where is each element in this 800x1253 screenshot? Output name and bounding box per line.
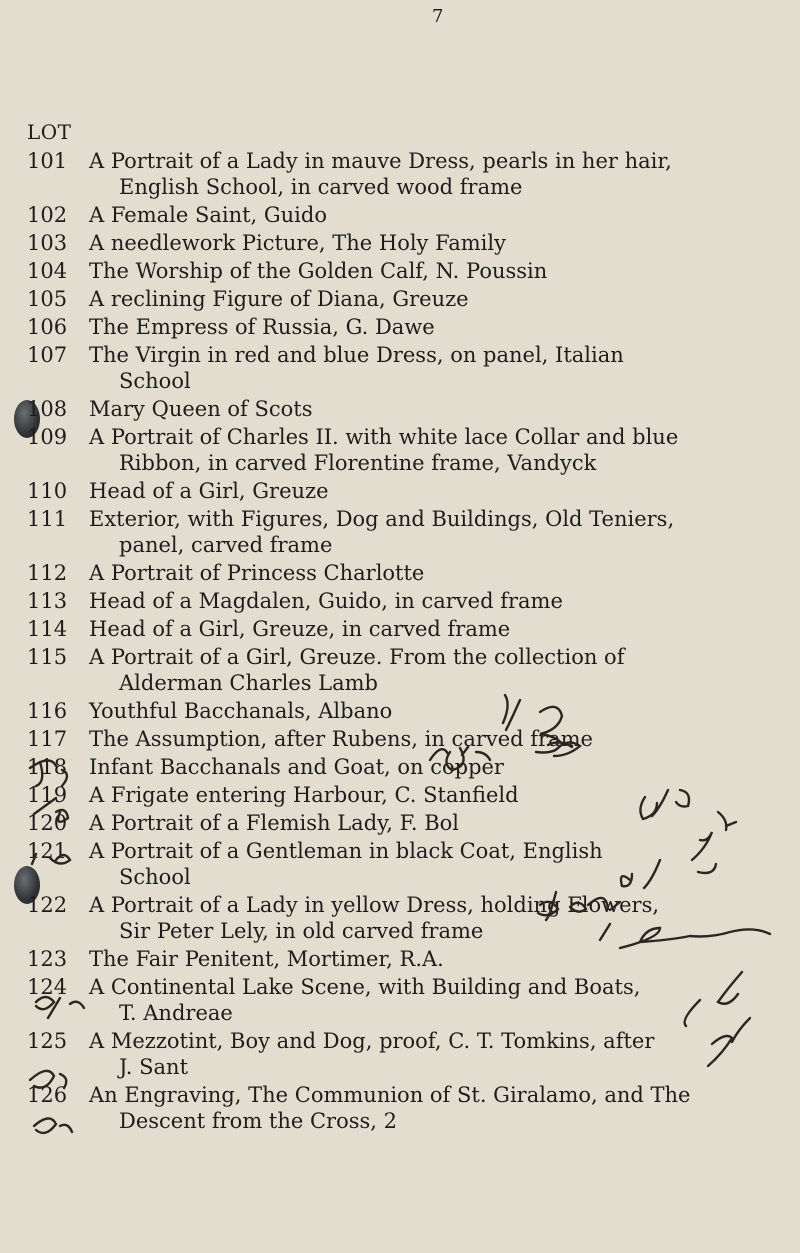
lot-number: 113 (27, 589, 68, 613)
lot-column-header: LOT (27, 120, 72, 144)
lot-description: An Engraving, The Communion of St. Giralamo, and The (89, 1083, 691, 1107)
lot-number: 104 (27, 259, 68, 283)
lot-number: 125 (27, 1029, 68, 1053)
lot-number: 117 (27, 727, 68, 751)
lot-description-cont: English School, in carved wood frame (119, 175, 523, 199)
lot-description: The Assumption, after Rubens, in carved frame (89, 727, 593, 751)
lot-number: 107 (27, 343, 68, 367)
lot-description: A needlework Picture, The Holy Family (89, 231, 506, 255)
lot-description: Mary Queen of Scots (89, 397, 313, 421)
lot-description: Head of a Girl, Greuze, in carved frame (89, 617, 511, 641)
lot-description: A Mezzotint, Boy and Dog, proof, C. T. Tomkins, after (89, 1029, 655, 1053)
lot-number: 120 (27, 811, 68, 835)
lot-description-cont: School (119, 865, 191, 889)
lot-number: 122 (27, 893, 68, 917)
lot-description: A Portrait of a Lady in yellow Dress, holding Flowers, (89, 893, 660, 917)
lot-number: 121 (27, 839, 68, 863)
lot-number: 106 (27, 315, 68, 339)
lot-description-cont: School (119, 369, 191, 393)
lot-description: A reclining Figure of Diana, Greuze (89, 287, 469, 311)
lot-number: 114 (27, 617, 68, 641)
lot-number: 108 (27, 397, 68, 421)
lot-number: 119 (27, 783, 68, 807)
lot-description-cont: Alderman Charles Lamb (119, 671, 378, 695)
lot-description: A Portrait of Princess Charlotte (89, 561, 425, 585)
lot-description: A Portrait of a Lady in mauve Dress, pearls in her hair, (89, 149, 672, 173)
lot-description: The Virgin in red and blue Dress, on panel, Italian (89, 343, 624, 367)
lot-number: 103 (27, 231, 68, 255)
lot-description: Head of a Magdalen, Guido, in carved frame (89, 589, 563, 613)
lot-number: 105 (27, 287, 68, 311)
lot-description: A Frigate entering Harbour, C. Stanfield (89, 783, 519, 807)
lot-description: The Worship of the Golden Calf, N. Poussin (89, 259, 548, 283)
lot-description: Youthful Bacchanals, Albano (89, 699, 393, 723)
lot-description: A Continental Lake Scene, with Building and Boats, (89, 975, 641, 999)
lot-description: The Fair Penitent, Mortimer, R.A. (89, 947, 444, 971)
lot-description: A Portrait of a Girl, Greuze. From the collection of (89, 645, 625, 669)
lot-description: A Portrait of a Flemish Lady, F. Bol (89, 811, 460, 835)
lot-description-cont: Descent from the Cross, 2 (119, 1109, 397, 1133)
lot-number: 102 (27, 203, 68, 227)
lot-description: A Female Saint, Guido (89, 203, 327, 227)
lot-number: 112 (27, 561, 68, 585)
lot-description: Infant Bacchanals and Goat, on copper (89, 755, 504, 779)
lot-description-cont: panel, carved frame (119, 533, 333, 557)
lot-description: Head of a Girl, Greuze (89, 479, 329, 503)
lot-number: 109 (27, 425, 68, 449)
lot-description-cont: T. Andreae (119, 1001, 233, 1025)
lot-description: A Portrait of a Gentleman in black Coat, English (89, 839, 603, 863)
page-number: 7 (432, 6, 444, 27)
lot-number: 101 (27, 149, 68, 173)
lot-number: 124 (27, 975, 68, 999)
lot-description: Exterior, with Figures, Dog and Buildings, Old Teniers, (89, 507, 675, 531)
lot-number: 116 (27, 699, 68, 723)
lot-description-cont: Ribbon, in carved Florentine frame, Vandyck (119, 451, 597, 475)
lot-number: 115 (27, 645, 68, 669)
lot-number: 123 (27, 947, 68, 971)
lot-description: The Empress of Russia, G. Dawe (89, 315, 435, 339)
lot-description-cont: Sir Peter Lely, in old carved frame (119, 919, 484, 943)
lot-number: 118 (27, 755, 68, 779)
lot-number: 126 (27, 1083, 68, 1107)
lot-description: A Portrait of Charles II. with white lace Collar and blue (89, 425, 679, 449)
lot-description-cont: J. Sant (119, 1055, 189, 1079)
lot-number: 110 (27, 479, 68, 503)
lot-number: 111 (27, 507, 68, 531)
